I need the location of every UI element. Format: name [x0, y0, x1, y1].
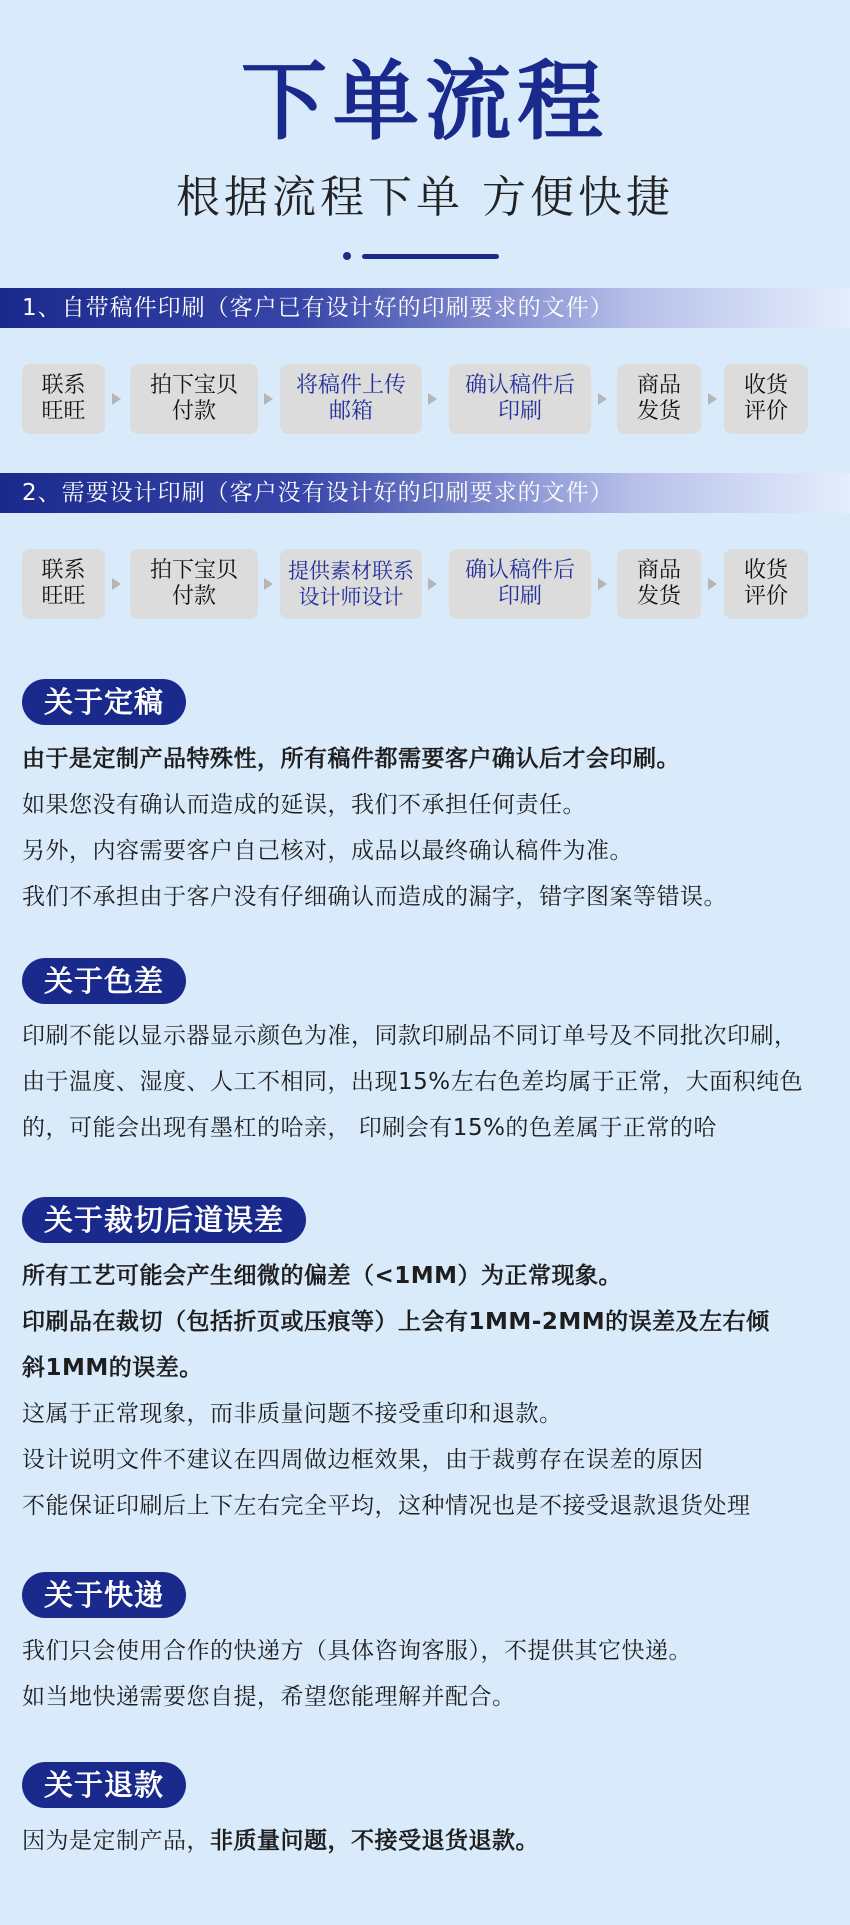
section-color-line: 印刷不能以显示器显示颜色为准，同款印刷品不同订单号及不同批次印刷，	[22, 1023, 798, 1049]
section-refund-line	[22, 1818, 832, 1864]
section-color-line: 的，可能会出现有墨杠的哈亲， 印刷会有15%的色差属于正常的哈	[22, 1115, 717, 1141]
arrow-icon	[708, 578, 717, 590]
section-delivery	[22, 1572, 832, 1720]
flow1-step-upload: 将稿件上传 邮箱	[280, 364, 422, 434]
arrow-icon	[598, 578, 607, 590]
arrow-icon	[428, 578, 437, 590]
arrow-icon	[598, 393, 607, 405]
flow1-step-review: 收货 评价	[724, 364, 808, 434]
arrow-icon	[264, 393, 273, 405]
flow2-step-ship: 商品 发货	[617, 549, 701, 619]
section-cutting-line: 这属于正常现象，而非质量问题不接受重印和退款。	[22, 1401, 563, 1427]
flow1-step-confirm: 确认稿件后 印刷	[449, 364, 591, 434]
flow2-step-design: 提供素材联系 设计师设计	[280, 549, 422, 619]
section-cutting-line: 印刷品在裁切（包括折页或压痕等）上会有1MM-2MM的误差及左右倾	[22, 1309, 770, 1335]
arrow-icon	[428, 393, 437, 405]
section-delivery-line: 如当地快递需要您自提，希望您能理解并配合。	[22, 1684, 516, 1710]
flow1-banner: 1、自带稿件印刷（客户已有设计好的印刷要求的文件）	[0, 288, 850, 328]
arrow-icon	[264, 578, 273, 590]
refund-normal-text: 因为是定制产品，	[22, 1828, 210, 1854]
section-proof-line: 另外，内容需要客户自己核对，成品以最终确认稿件为准。	[22, 838, 633, 864]
flow1-steps	[22, 364, 830, 434]
flow1-step-contact: 联系 旺旺	[22, 364, 105, 434]
section-color-line: 由于温度、湿度、人工不相同，出现15%左右色差均属于正常，大面积纯色	[22, 1069, 804, 1095]
flow2-banner: 2、需要设计印刷（客户没有设计好的印刷要求的文件）	[0, 473, 850, 513]
section-proof-line: 由于是定制产品特殊性，所有稿件都需要客户确认后才会印刷。	[22, 746, 680, 772]
arrow-icon	[112, 393, 121, 405]
arrow-icon	[708, 393, 717, 405]
section-proof-title: 关于定稿	[22, 679, 186, 725]
section-cutting-line: 设计说明文件不建议在四周做边框效果，由于裁剪存在误差的原因	[22, 1447, 704, 1473]
title-divider	[0, 250, 850, 260]
section-refund	[22, 1762, 832, 1864]
page-subtitle: 根据流程下单 方便快捷	[176, 172, 674, 223]
flow1-step-pay: 拍下宝贝 付款	[130, 364, 258, 434]
refund-bold-text: 非质量问题，不接受退货退款。	[210, 1828, 539, 1854]
flow2-step-contact: 联系 旺旺	[22, 549, 105, 619]
section-proof-line: 如果您没有确认而造成的延误，我们不承担任何责任。	[22, 792, 586, 818]
flow2-step-pay: 拍下宝贝 付款	[130, 549, 258, 619]
page-header	[0, 0, 850, 260]
section-cutting	[22, 1197, 832, 1529]
section-delivery-line: 我们只会使用合作的快递方（具体咨询客服），不提供其它快递。	[22, 1638, 692, 1664]
page-title: 下单流程	[241, 52, 609, 152]
section-delivery-title: 关于快递	[22, 1572, 186, 1618]
section-cutting-line: 所有工艺可能会产生细微的偏差（<1MM）为正常现象。	[22, 1263, 623, 1289]
section-refund-title: 关于退款	[22, 1762, 186, 1808]
flow1-step-ship: 商品 发货	[617, 364, 701, 434]
section-proof	[22, 679, 832, 920]
section-cutting-line: 不能保证印刷后上下左右完全平均，这种情况也是不接受退款退货处理	[22, 1493, 751, 1519]
flow2-steps	[22, 549, 830, 619]
flow2-step-confirm: 确认稿件后 印刷	[449, 549, 591, 619]
section-cutting-title: 关于裁切后道误差	[22, 1197, 306, 1243]
section-color	[22, 958, 832, 1151]
section-cutting-line: 斜1MM的误差。	[22, 1355, 203, 1381]
flow2-step-review: 收货 评价	[724, 549, 808, 619]
section-color-title: 关于色差	[22, 958, 186, 1004]
divider-dot	[343, 252, 351, 260]
arrow-icon	[112, 578, 121, 590]
divider-line	[362, 254, 499, 259]
section-proof-line: 我们不承担由于客户没有仔细确认而造成的漏字，错字图案等错误。	[22, 884, 727, 910]
